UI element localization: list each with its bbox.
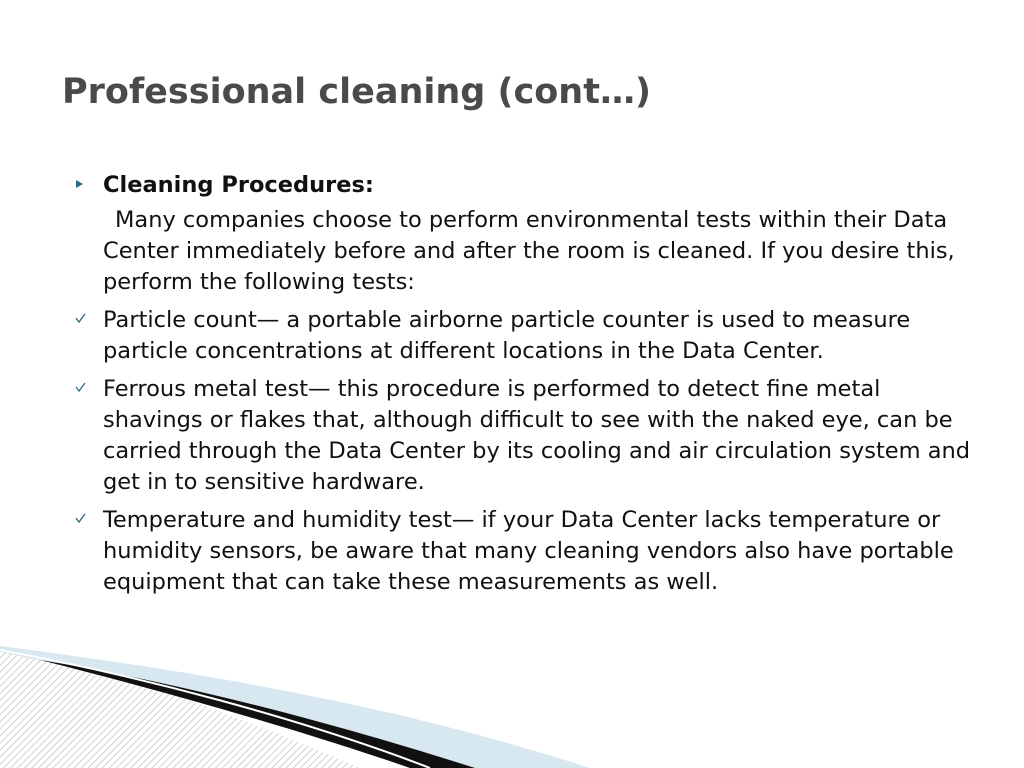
list-item-temperature-humidity-test [74,505,974,598]
item-text: Particle count— a portable airborne particle counter is used to measure particle concentrations at different locations in the Data Center. [103,307,911,364]
check-bullet-icon [74,374,90,405]
list-item-cleaning-procedures [74,170,974,298]
check-bullet-icon [74,305,90,336]
item-heading: Cleaning Procedures: [103,172,374,198]
item-paragraph: Many companies choose to perform environmental tests within their Data Center immediately before and after the room is cleaned. If you desire this, perform the following tests: [103,207,955,295]
slide-title: Professional cleaning (cont…) [62,72,651,112]
bullet-list [74,170,974,605]
item-text: Ferrous metal test— this procedure is performed to detect fine metal shavings or flakes that, although difficult to see with the naked eye, can be carried through the Data Center by its cooling and air circulation system and get in to sensitive hardware. [103,376,971,495]
check-bullet-icon [74,505,90,536]
triangle-bullet-icon [74,170,90,201]
item-text: Temperature and humidity test— if your Data Center lacks temperature or humidity sensors, be aware that many cleaning vendors also have portable equipment that can take these measurements as well. [103,507,954,595]
list-item-ferrous-metal-test [74,374,974,498]
list-item-particle-count [74,305,974,367]
